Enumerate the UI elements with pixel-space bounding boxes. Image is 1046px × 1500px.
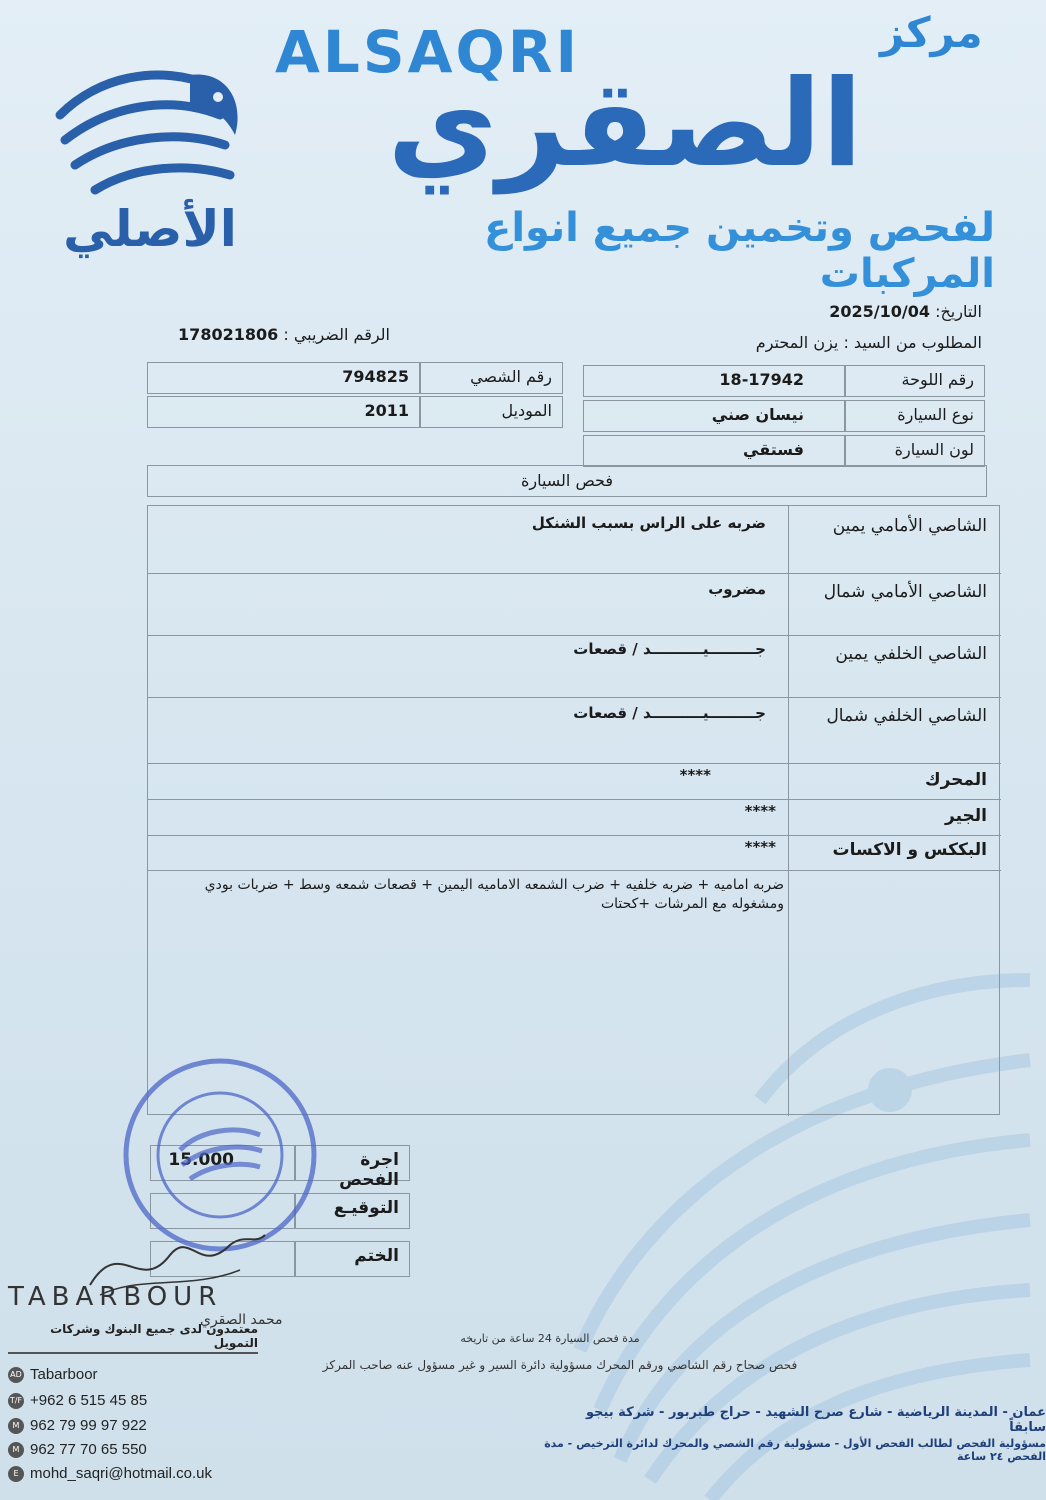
row-label-front-left: الشاصي الأمامي شمال: [823, 582, 987, 602]
type-value-cell: [583, 400, 845, 432]
contact-mobile-1: [8, 1417, 147, 1434]
type-label-cell: [845, 400, 985, 432]
requested-value: يزن المحترم: [755, 333, 839, 352]
row-value-front-right: ضربه على الراس بسبب الشنكل: [531, 514, 766, 532]
contact-email: [8, 1465, 212, 1482]
requested-label: المطلوب من السيد :: [843, 333, 982, 352]
chassis-value-cell: [147, 362, 420, 394]
address-icon: AD: [8, 1367, 24, 1383]
requested-line: [700, 333, 982, 352]
row-value-rear-right: جـــــــــيــــــــــد / قصعات: [573, 640, 766, 658]
date-line: [760, 302, 982, 321]
row-label-engine: المحرك: [924, 770, 987, 790]
brand-arabic: الصقري: [387, 55, 863, 194]
plate-value: 18-17942: [719, 370, 804, 389]
email-icon: E: [8, 1466, 24, 1482]
terms-line-2: فحص صحاح رقم الشاصي ورقم المحرك مسؤولية دائرة السير و غير مسؤول عنه صاحب المركز: [322, 1358, 798, 1372]
row-label-rear-right: الشاصي الخلفي يمين: [835, 644, 987, 664]
inspection-title: فحص السيارة: [147, 465, 987, 497]
fee-value: 15.000: [168, 1150, 234, 1170]
tax-value: 178021806: [178, 325, 279, 344]
brand-english: ALSAQRI: [275, 18, 581, 86]
model-label-cell: [420, 396, 563, 428]
chassis-label: رقم الشصي: [470, 367, 552, 386]
brand-tagline: لفحص وتخمين جميع انواع المركبات: [484, 205, 995, 297]
type-value: نيسان صني: [711, 405, 804, 424]
row-label-axles: البككس و الاكسات: [832, 840, 987, 860]
plate-value-cell: [583, 365, 845, 397]
branch-accredited: معتمدون لدى جميع البنوك وشركات التمويل: [50, 1322, 258, 1350]
row-label-gear: الجير: [945, 806, 987, 826]
table-row: [148, 698, 1001, 764]
address-line: عمان - المدينة الرياضية - شارع صرح الشهيد - حراج طبربور - شركة بيجو سابقاً: [585, 1405, 1046, 1435]
plate-label: رقم اللوحة: [901, 370, 974, 389]
table-row: [148, 506, 1001, 574]
tax-label: الرقم الضريبي :: [283, 325, 390, 344]
column-divider-lower: [788, 871, 789, 1116]
color-value: فستقي: [743, 440, 804, 459]
row-label-rear-left: الشاصي الخلفي شمال: [826, 706, 987, 726]
branch-divider: [8, 1352, 258, 1354]
stamp-label: الختم: [354, 1246, 399, 1266]
model-value: 2011: [364, 401, 409, 420]
fee-label: اجرة الفحص: [339, 1150, 399, 1190]
date-label: التاريخ:: [935, 302, 982, 321]
table-row: [148, 764, 1001, 800]
date-value: 2025/10/04: [829, 302, 930, 321]
tax-line: [140, 325, 390, 344]
row-value-gear: ****: [744, 802, 776, 820]
contact-address: [8, 1366, 98, 1383]
row-value-axles: ****: [744, 838, 776, 856]
table-row: [148, 636, 1001, 698]
chassis-value: 794825: [342, 367, 409, 386]
contact-phone-text: +962 6 515 45 85: [30, 1392, 148, 1409]
contact-phone: [8, 1392, 147, 1409]
signature-name: محمد الصقري: [200, 1312, 283, 1328]
eagle-logo-icon: [40, 45, 250, 205]
row-label-front-right: الشاصي الأمامي يمين: [832, 516, 987, 536]
contact-mobile-2-text: 962 77 70 65 550: [30, 1441, 147, 1458]
sign-label: التوقيـع: [333, 1198, 399, 1218]
phone-icon: T/F: [8, 1393, 24, 1409]
brand-markaz: مركز: [880, 8, 983, 57]
table-row: [148, 800, 1001, 836]
color-value-cell: [583, 435, 845, 467]
table-row: [148, 574, 1001, 636]
brand-asli: الأصلي: [63, 200, 237, 258]
terms-line-1: مدة فحص السيارة 24 ساعة من تاريخه: [460, 1332, 640, 1345]
contact-divider: [10, 1348, 11, 1349]
inspection-notes: ضربه اماميه + ضربه خلفيه + ضرب الشمعه الاماميه اليمين + قصعات شمعه وسط + ضربات بودي ومشغوله مع المرشات +كحتات: [204, 877, 784, 912]
mobile-icon: M: [8, 1442, 24, 1458]
row-value-front-left: مضروب: [708, 580, 766, 598]
plate-label-cell: [845, 365, 985, 397]
contact-mobile-2: [8, 1441, 147, 1458]
model-label: الموديل: [501, 401, 552, 420]
table-row: [148, 836, 1001, 871]
model-value-cell: [147, 396, 420, 428]
color-label-cell: [845, 435, 985, 467]
branch-name: TABARBOUR: [8, 1282, 223, 1312]
chassis-label-cell: [420, 362, 563, 394]
disclaimer-line: مسؤولية الفحص لطالب الفحص الأول - مسؤولية رقم الشصي والمحرك لدائرة الترخيص - مدة الفحص ٢٤ ساعة: [544, 1437, 1046, 1463]
contact-address-text: Tabarboor: [30, 1366, 98, 1383]
contact-mobile-1-text: 962 79 99 97 922: [30, 1417, 147, 1434]
color-label: لون السيارة: [894, 440, 974, 459]
row-value-engine: ****: [679, 766, 711, 784]
inspection-table: [147, 505, 1000, 1115]
type-label: نوع السيارة: [897, 405, 974, 424]
contact-email-text: mohd_saqri@hotmail.co.uk: [30, 1465, 212, 1482]
row-value-rear-left: جـــــــــيــــــــــد / قصعات: [573, 704, 766, 722]
mobile-icon: M: [8, 1418, 24, 1434]
